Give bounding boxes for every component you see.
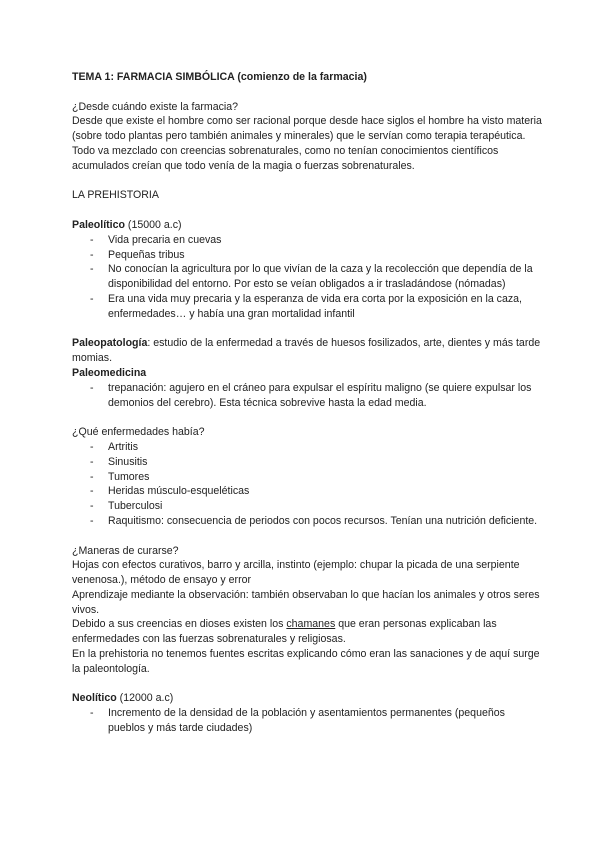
paleolitico-date: (15000 a.c) [124,218,182,231]
list-item: - Raquitismo: consecuencia de periodos con pocos recursos. Tenían una nutrición deficiente. [72,514,542,529]
intro-paragraph-1: Desde que existe el hombre como ser racional porque desde hace siglos el hombre ha visto materia (sobre todo plantas pero también animales y minerales) que le servían como terapia terapéutica. [72,115,542,143]
list-item: - Sinusitis [72,455,542,470]
list-item: - Artritis [72,440,542,455]
neolitico-label: Neolítico [72,692,117,705]
enfermedades-list [72,440,542,529]
curarse-paragraph-4: En la prehistoria no tenemos fuentes escritas explicando cómo eran las sanaciones y de aquí surge la paleontología. [72,648,540,675]
list-item: - No conocían la agricultura por lo que vivían de la caza y la recolección que dependía de la disponibilidad del entorno. Por esto se veían obligados a ir trasladándose (nómadas) [72,262,542,292]
document-title: TEMA 1: FARMACIA SIMBÓLICA (comienzo de la farmacia) [72,71,367,83]
neolitico-heading [72,691,542,706]
prehistoria-heading: LA PREHISTORIA [72,189,159,202]
list-item: - Heridas músculo-esqueléticas [72,484,542,499]
paleolitico-heading [72,218,542,233]
neolitico-list [72,706,542,736]
enfermedades-question: ¿Qué enfermedades había? [72,426,205,439]
paleomedicina-label: Paleomedicina [72,366,147,379]
curarse-p3-after: que eran personas explicaban las enfermedades con las fuerzas sobrenaturales y religiosas. [72,618,497,646]
paleolitico-list [72,233,542,322]
list-item: - Vida precaria en cuevas [72,233,542,248]
paleomedicina-heading [72,366,542,381]
paleomedicina-list [72,381,542,411]
curarse-paragraph-2: Aprendizaje mediante la observación: también observaban lo que hacían los animales y otros seres vivos. [72,588,540,616]
intro-paragraph-2: Todo va mezclado con creencias sobrenaturales, como no tenían conocimientos científicos acumulados creían que todo venía de la magia o fuerzas sobrenaturales. [72,144,499,172]
paleopatologia-paragraph [72,336,542,366]
chamanes-underlined: chamanes [286,618,336,631]
paleopatologia-label: Paleopatología [72,337,148,350]
curarse-question: ¿Maneras de curarse? [72,544,179,557]
curarse-p3-before: Debido a sus creencias en dioses existen los [72,618,287,631]
paleolitico-label: Paleolítico [72,218,125,231]
list-item: - Pequeñas tribus [72,248,542,263]
list-item: - Tuberculosi [72,499,542,514]
intro-question: ¿Desde cuándo existe la farmacia? [72,100,239,113]
list-item: - Tumores [72,470,542,485]
list-item: - Incremento de la densidad de la población y asentamientos permanentes (pequeños pueblos y más tarde ciudades) [72,706,542,736]
neolitico-date: (12000 a.c) [116,692,174,705]
list-item: - Era una vida muy precaria y la esperanza de vida era corta por la exposición en la caza, enfermedades… y había una gran mortalidad infantil [72,292,542,322]
list-item: - trepanación: agujero en el cráneo para expulsar el espíritu maligno (se quiere expulsar los demonios del cerebro). Esta técnica sobrevive hasta la edad media. [72,381,542,411]
paleopatologia-text: : estudio de la enfermedad a través de huesos fosilizados, arte, dientes y más tarde momias. [72,337,541,365]
document-page [72,70,542,736]
curarse-paragraph-1: Hojas con efectos curativos, barro y arcilla, instinto (ejemplo: chupar la picada de una serpiente venenosa.), método de ensayo y error [72,559,520,587]
curarse-paragraph-3 [72,617,542,647]
